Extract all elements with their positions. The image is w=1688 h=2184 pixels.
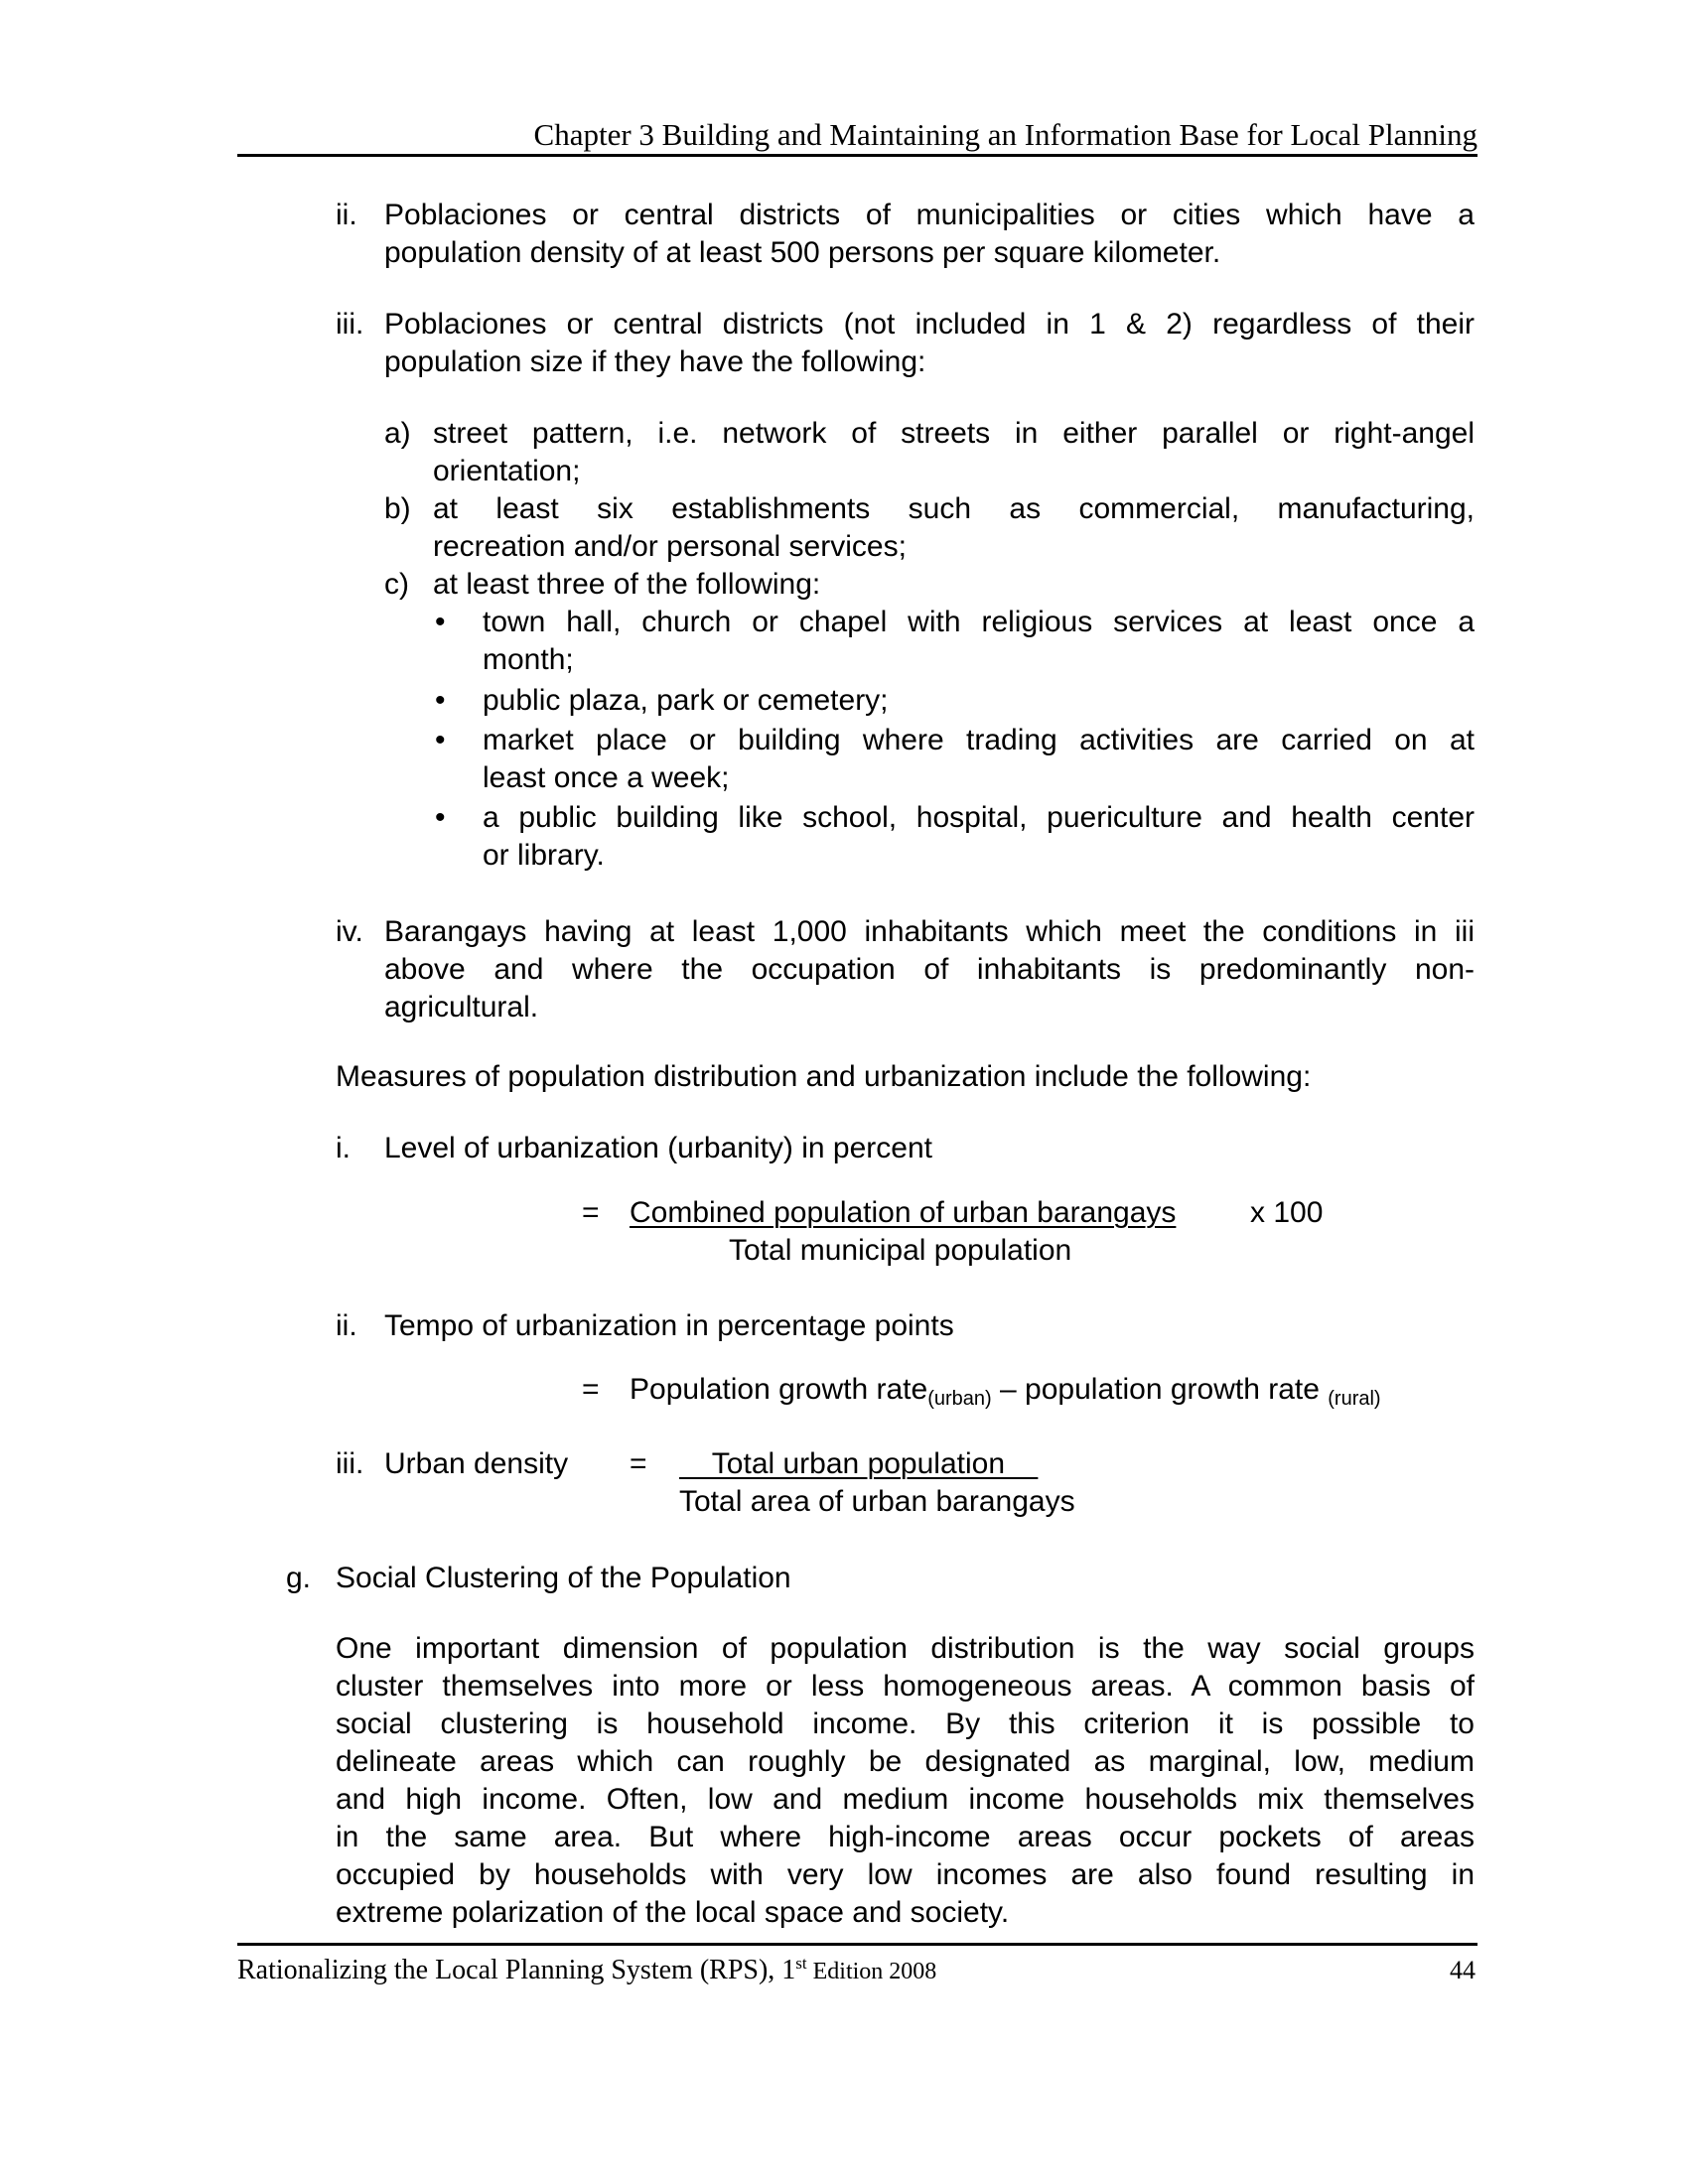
subscript-rural: (rural) [1328,1388,1381,1410]
sub-item-a-text [433,415,1475,490]
text-line: at least six establishments such as commercial, manufacturing, [433,492,1475,525]
text-line: month; [483,643,574,676]
bullet-icon: • [435,606,446,638]
text-line: agricultural. [384,991,539,1024]
page-number: 44 [1450,1956,1476,1984]
text-line: delineate areas which can roughly be designated as marginal, low, medium [336,1745,1475,1778]
measure-iii-label: Urban density [384,1447,569,1480]
bullet-3-text [483,722,1475,797]
measure-ii-label: Tempo of urbanization in percentage points [384,1309,954,1342]
text-line: Poblaciones or central districts of municipalities or cities which have a [384,199,1475,231]
item-marker-iii: iii. [336,308,364,341]
urbanity-denominator: Total municipal population [729,1234,1072,1267]
header-rule [237,154,1477,157]
text-line: Barangays having at least 1,000 inhabitants which meet the conditions in iii [384,915,1475,948]
text-line: a public building like school, hospital, puericulture and health center [483,801,1475,834]
formula-term: – population growth rate [991,1373,1329,1406]
running-header: Chapter 3 Building and Maintaining an Information Base for Local Planning [533,117,1477,152]
bullet-4-text [483,799,1475,875]
footer-rule [237,1943,1477,1946]
text-line: town hall, church or chapel with religious services at least once a [483,606,1475,638]
text-line: population density of at least 500 persons per square kilometer. [384,236,1221,269]
measure-marker-i: i. [336,1132,351,1164]
equals-sign: = [582,1373,600,1406]
sub-marker-a: a) [384,417,411,450]
subscript-urban: (urban) [927,1388,992,1410]
text-line: social clustering is household income. By this criterion it is possible to [336,1707,1475,1740]
text-line: occupied by households with very low incomes are also found resulting in [336,1858,1475,1891]
measure-marker-ii: ii. [336,1309,357,1342]
criterion-ii-text [384,197,1475,272]
formula-term: Population growth rate [630,1373,928,1406]
bullet-1-text [483,604,1475,679]
item-marker-iv: iv. [336,915,363,948]
text-line: orientation; [433,455,581,487]
measure-marker-iii: iii. [336,1447,364,1480]
text-line: extreme polarization of the local space and society. [336,1896,1010,1929]
section-g-heading: Social Clustering of the Population [336,1562,791,1594]
measure-i-label: Level of urbanization (urbanity) in percent [384,1132,932,1164]
text-line: cluster themselves into more or less homogeneous areas. A common basis of [336,1670,1475,1703]
text-line: in the same area. But where high-income areas occur pockets of areas [336,1821,1475,1853]
bullet-icon: • [435,801,446,834]
bullet-icon: • [435,724,446,756]
equals-sign: = [630,1447,647,1480]
sub-marker-c: c) [384,568,409,601]
tempo-formula [630,1371,1381,1418]
section-g-paragraph [336,1630,1475,1932]
text-line: least once a week; [483,761,730,794]
text-line: population size if they have the following: [384,345,926,378]
footer-text: Rationalizing the Local Planning System (RPS), 1 [237,1955,796,1985]
text-line: above and where the occupation of inhabitants is predominantly non- [384,953,1475,986]
text-line: Poblaciones or central districts (not included in 1 & 2) regardless of their [384,308,1475,341]
criterion-iii-text [384,306,1475,381]
criterion-iv-text [384,913,1475,1026]
sub-marker-b: b) [384,492,411,525]
section-marker-g: g. [286,1562,312,1594]
sub-item-b-text [433,490,1475,566]
item-marker-ii: ii. [336,199,357,231]
density-numerator: Total urban population [679,1447,1039,1480]
text-line: or library. [483,839,605,872]
text-line: and high income. Often, low and medium income households mix themselves [336,1783,1475,1816]
bullet-2-text: public plaza, park or cemetery; [483,684,889,717]
urbanity-multiplier: x 100 [1250,1196,1324,1229]
bullet-icon: • [435,684,446,717]
text-line: recreation and/or personal services; [433,530,907,563]
footer-superscript: st [795,1954,807,1973]
footer-edition: Edition 2008 [806,1959,937,1984]
sub-item-c-text: at least three of the following: [433,568,821,601]
density-denominator: Total area of urban barangays [679,1485,1075,1518]
text-line: street pattern, i.e. network of streets in either parallel or right-angel [433,417,1475,450]
urbanity-numerator: Combined population of urban barangays [630,1196,1177,1229]
measures-intro: Measures of population distribution and urbanization include the following: [336,1060,1312,1093]
text-line: market place or building where trading activities are carried on at [483,724,1475,756]
text-line: One important dimension of population distribution is the way social groups [336,1632,1475,1665]
equals-sign: = [582,1196,600,1229]
footer-title [237,1954,936,1986]
